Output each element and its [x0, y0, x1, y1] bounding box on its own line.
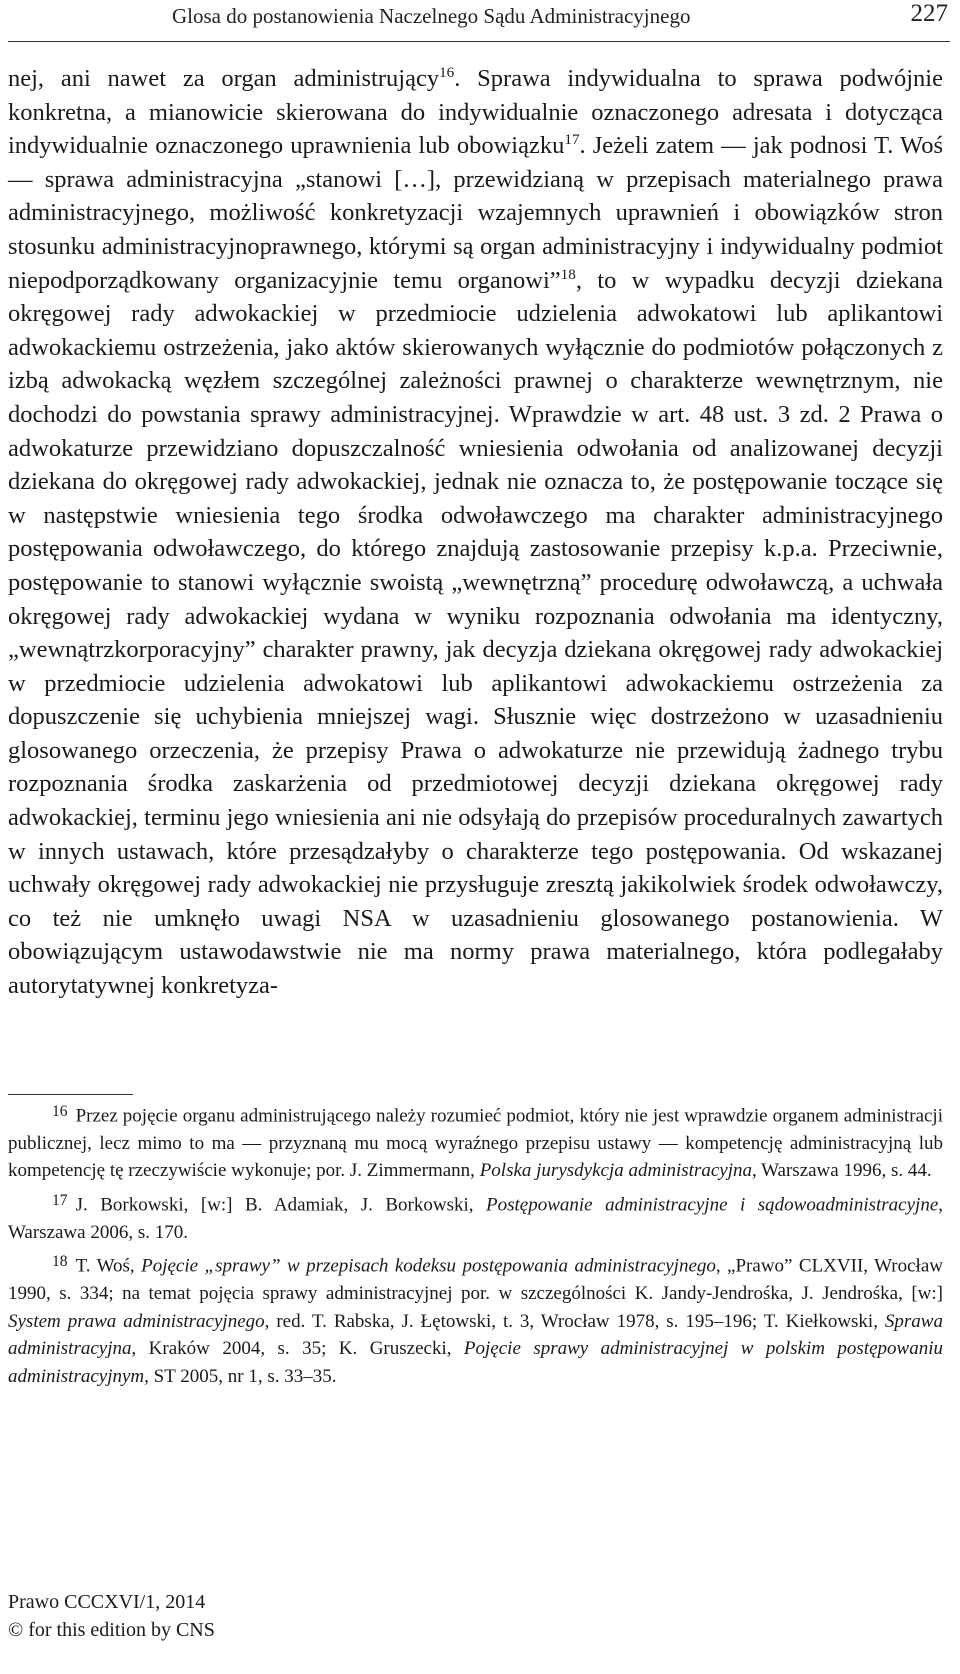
- footnote-16: [8, 1098, 943, 1185]
- footnote-title: Pojęcie sprawy administracyjnej w polskim postępowaniu administracyjnym: [8, 1338, 943, 1387]
- main-text: [8, 62, 943, 1003]
- header-rule: [8, 41, 950, 42]
- body-text-segment: . Jeżeli zatem — jak podnosi T. Woś — sprawa administracyjna „stanowi […], przewidzianą w przepisach materialnego prawa administracyjnego, możliwość konkretyzacji wzajemnych uprawnień i obowiązków stron stosunku administracyjnoprawnego, którymi są organ administracyjny i indywidualny podmiot niepodporządkowany organizacyjnie temu organowi”: [8, 132, 943, 294]
- footnote-ref-16[interactable]: 16: [439, 63, 455, 81]
- footnote-ref-17[interactable]: 17: [564, 131, 580, 149]
- footnote-title: System prawa administracyjnego: [8, 1310, 265, 1332]
- page-number: 227: [910, 0, 948, 27]
- body-text-segment: nej, ani nawet za organ administrujący: [8, 65, 440, 92]
- footnote-title: Sprawa administracyjna: [8, 1310, 943, 1360]
- footnotes-section: [8, 1098, 943, 1392]
- footnote-text: Przez pojęcie organu administrującego należy rozumieć podmiot, który nie jest wprawdzie organem administracji publicznej, lecz mimo to ma — przyznaną mu mocą wyraźnego przepisu ustawy — kompetencję administracyjną lub kompetencję tę rzeczywiście wykonuje; por. J. Zimmermann,: [8, 1105, 943, 1182]
- footnote-title: Pojęcie „sprawy” w przepisach kodeksu postępowania administracyjnego: [141, 1255, 716, 1277]
- footnote-number: 18: [52, 1253, 68, 1271]
- footnote-text: T. Woś,: [75, 1255, 142, 1277]
- footnote-text: , Warszawa 1996, s. 44.: [751, 1160, 932, 1182]
- footnote-title: Postępowanie administracyjne i sądowoadministracyjne: [486, 1194, 939, 1216]
- footnote-ref-18[interactable]: 18: [560, 265, 576, 283]
- page-header: [0, 0, 960, 44]
- footnote-text: , „Prawo” CLXVII, Wrocław 1990, s. 334; na temat pojęcia sprawy administracyjnej por. w szczególności K. Jandy-Jendrośka, J. Jendrośka, [w:]: [8, 1255, 943, 1305]
- copyright-notice: © for this edition by CNS: [8, 1619, 215, 1641]
- running-head: Glosa do postanowienia Naczelnego Sądu Administracyjnego: [172, 4, 691, 28]
- footnote-title: Polska jurysdykcja administracyjna: [479, 1160, 752, 1182]
- footnote-text: , ST 2005, nr 1, s. 33–35.: [144, 1365, 337, 1387]
- footnote-number: 16: [52, 1103, 68, 1120]
- footnote-text: , Kraków 2004, s. 35; K. Gruszecki,: [131, 1338, 464, 1360]
- footnote-text: , Warszawa 2006, s. 170.: [8, 1194, 944, 1243]
- body-text-segment: . Sprawa indywidualna to sprawa podwójnie konkretna, a mianowicie skierowana do indywidualnie oznaczonego adresata i dotycząca indywidualnie oznaczonego uprawnienia lub obowiązku: [8, 65, 943, 160]
- footnote-separator: [8, 1094, 133, 1095]
- page-footer: [8, 1588, 215, 1644]
- footnote-text: , red. T. Rabska, J. Łętowski, t. 3, Wrocław 1978, s. 195–196; T. Kiełkowski,: [264, 1310, 885, 1332]
- footnote-18: [8, 1248, 943, 1390]
- footnote-number: 17: [52, 1191, 68, 1209]
- footnote-text: J. Borkowski, [w:] B. Adamiak, J. Borkowski,: [75, 1194, 486, 1216]
- body-paragraph: [8, 62, 943, 1003]
- footnote-17: [8, 1187, 943, 1246]
- body-text-segment: , to w wypadku decyzji dziekana okręgowej rady adwokackiej w przedmiocie udzielenia adwokatowi lub aplikantowi adwokackiemu ostrzeżenia, jako aktów skierowanych wyłącznie do podmiotów połączonych z izbą adwokacką węzłem szczególnej zależności prawnej o charakterze wewnętrznym, nie dochodzi do powstania sprawy administracyjnej. Wprawdzie w art. 48 ust. 3 zd. 2 Prawa o adwokaturze przewidziano dopuszczalność wniesienia odwołania od analizowanej decyzji dziekana do okręgowej rady adwokackiej, jednak nie oznacza to, że postępowanie toczące się w następstwie wniesienia tego środka odwoławczego ma charakter administracyjnego postępowania odwoławczego, do którego znajdują zastosowanie przepisy k.p.a. Przeciwnie, postępowanie to stanowi wyłącznie swoistą „wewnętrzną” procedurę odwoławczą, a uchwała okręgowej rady adwokackiej wydana w wyniku rozpoznania odwołania ma identyczny, „wewnątrzkorporacyjny” charakter prawny, jak decyzja dziekana okręgowej rady adwokackiej w przedmiocie udzielenia adwokatowi lub aplikantowi adwokackiemu ostrzeżenia za dopuszczenie się uchybienia mniejszej wagi. Słusznie więc dostrzeżono w uzasadnieniu glosowanego orzeczenia, że przepisy Prawa o adwokaturze nie przewidują żadnego trybu rozpoznania środka zaskarżenia od przedmiotowej decyzji dziekana okręgowej rady adwokackiej, terminu jego wniesienia ani nie odsyłają do przepisów proceduralnych zawartych w innych ustawach, które przesądzałyby o charakterze tego postępowania. Od wskazanej uchwały okręgowej rady adwokackiej nie przysługuje zresztą jakikolwiek środek odwoławczy, co też nie umknęło uwagi NSA w uzasadnieniu glosowanego postanowienia. W obowiązującym ustawodawstwie nie ma normy prawa materialnego, która podlegałaby autorytatywnej konkretyza-: [8, 266, 944, 1000]
- journal-citation: Prawo CCCXVI/1, 2014: [8, 1591, 206, 1613]
